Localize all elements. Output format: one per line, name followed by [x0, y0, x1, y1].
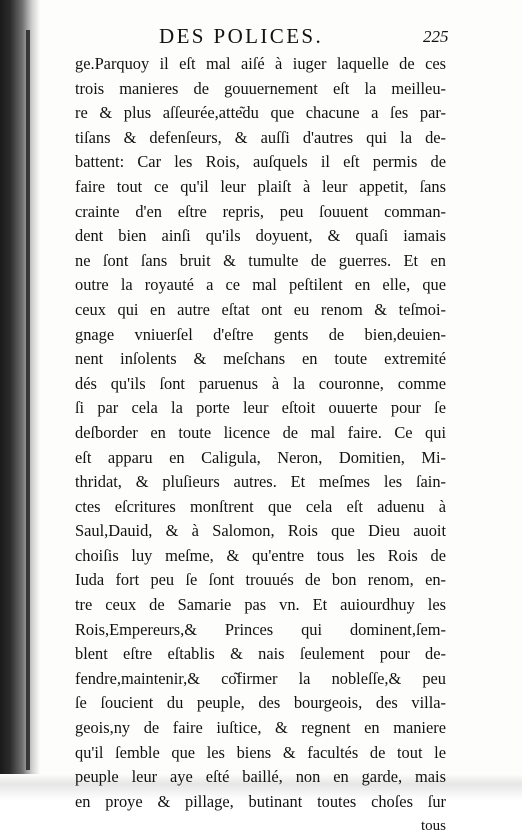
text-line: Iuda fort peu ſe ſont trouués de bon renom, en- [75, 570, 446, 590]
text-line: ceux qui en autre eſtat ont eu renom & teſmoi- [75, 299, 446, 319]
text-line: crainte d'en eſtre repris, peu ſouuent comman- [75, 201, 446, 221]
running-head [75, 24, 453, 52]
text-line: ne ſont ſans bruit & tumulte de guerres. Et en [75, 250, 446, 270]
text-line: fendre,maintenir,& co͂firmer la nobleſſe,& peu [75, 668, 446, 688]
text-line: Saul,Dauid, & à Salomon, Rois que Dieu auoit [75, 521, 446, 541]
text-line: choiſis luy meſme, & qu'entre tous les Rois de [75, 545, 446, 565]
text-line: ctes eſcritures monſtrent que cela eſt aduenu à [75, 496, 446, 516]
text-line: ſe ſoucient du peuple, des bourgeois, des villa- [75, 693, 446, 713]
text-line: ge.Parquoy il eſt mal aiſé à iuger laquelle de ces [75, 54, 446, 73]
text-line: tiſans & defenſeurs, & auſſi d'autres qui la de- [75, 127, 446, 147]
text-line: deſborder en toute licence de mal faire. Ce qui [75, 422, 446, 442]
book-gutter-shadow [0, 0, 40, 800]
text-line: battent: Car les Rois, auſquels il eſt permis de [75, 152, 446, 172]
text-line: dés qu'ils ſont paruenus à la couronne, comme [75, 373, 446, 393]
text-line: qu'il ſemble que les biens & facultés de tout le [75, 742, 446, 762]
text-line: dent bien ainſi qu'ils doyuent, & quaſi iamais [75, 226, 446, 246]
text-line: tre ceux de Samarie pas vn. Et auiourdhuy les [75, 595, 446, 615]
text-line: faire tout ce qu'il leur plaiſt à leur appetit, ſans [75, 176, 446, 196]
text-block [75, 24, 453, 839]
catchword: tous [420, 818, 446, 835]
text-line: thridat, & pluſieurs autres. Et meſmes les ſain- [75, 472, 446, 492]
text-line: re & plus aſſeurée,atte͂du que chacune a ſes par- [75, 103, 446, 123]
text-line: blent eſtre eſtablis & nais ſeulement pour de- [75, 644, 446, 664]
text-line: eſt apparu en Caligula, Neron, Domitien, Mi- [75, 447, 446, 467]
text-line: ſi par cela la porte leur eſtoit ouuerte pour ſe [75, 398, 446, 418]
text-line: trois manieres de gouuernement eſt la meilleu- [75, 78, 446, 98]
text-line: gnage vniuerſel d'eſtre gents de bien,deuien- [75, 324, 446, 344]
text-line: peuple leur aye eſté baillé, non en garde, mais [75, 767, 446, 787]
text-line: en proye & pillage, butinant toutes choſes ſur [75, 791, 446, 811]
page-number: 225 [423, 27, 449, 46]
text-line: Rois,Empereurs,& Princes qui dominent,ſem- [75, 619, 446, 639]
running-title: DES POLICES. [159, 24, 324, 48]
text-line: nent inſolents & meſchans en toute extremité [75, 349, 446, 369]
text-line: outre la royauté a ce mal peſtilent en elle, que [75, 275, 446, 295]
text-line: geois,ny de faire iuſtice, & regnent en maniere [75, 718, 446, 738]
body-text [75, 52, 453, 839]
